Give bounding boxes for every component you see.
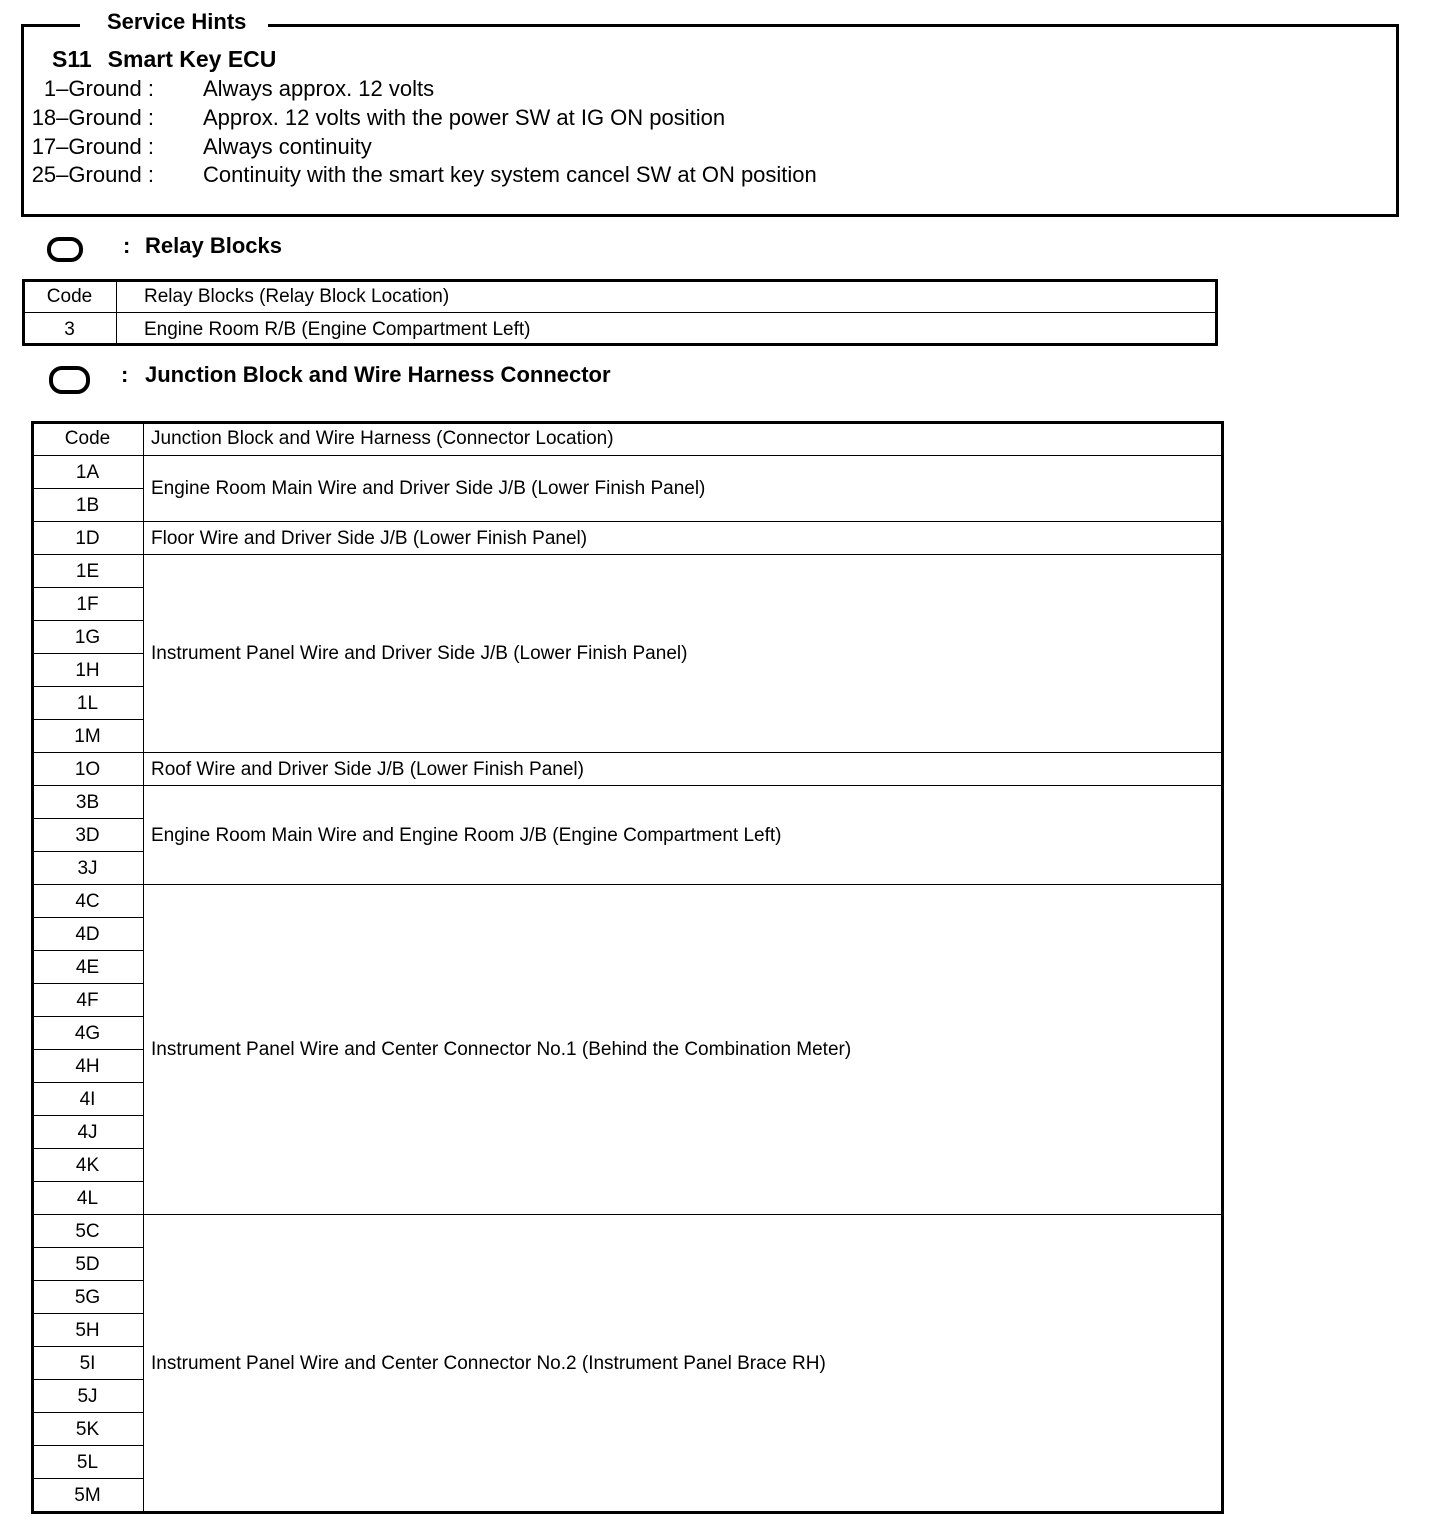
table-header-row [23, 280, 1218, 313]
connector-code: 1M [32, 720, 144, 753]
connector-location: Instrument Panel Wire and Center Connector No.1 (Behind the Combination Meter) [144, 885, 1224, 1215]
ecu-heading [52, 45, 276, 73]
hint-line [0, 104, 1400, 132]
connector-code: 4C [32, 885, 144, 918]
connector-code: 5D [32, 1248, 144, 1281]
service-hints-title: Service Hints [80, 9, 268, 35]
table-row [32, 753, 1224, 786]
ecu-code: S11 [52, 46, 92, 72]
header-location: Relay Blocks (Relay Block Location) [117, 280, 1218, 313]
table-row [32, 522, 1224, 555]
connector-code: 4F [32, 984, 144, 1017]
header-location: Junction Block and Wire Harness (Connector Location) [144, 422, 1224, 456]
relay-blocks-heading [47, 233, 447, 273]
table-row [32, 786, 1224, 819]
table-row [32, 456, 1224, 489]
hint-pin: 17–Ground : [31, 134, 154, 159]
connector-code: 5I [32, 1347, 144, 1380]
connector-code: 3B [32, 786, 144, 819]
heading-colon: : [123, 233, 131, 258]
connector-code: 5C [32, 1215, 144, 1248]
connector-code: 4G [32, 1017, 144, 1050]
hint-description: Approx. 12 volts with the power SW at IG ON position [203, 105, 726, 130]
connector-code: 4E [32, 951, 144, 984]
table-header-row [32, 422, 1224, 456]
connector-code: 1F [32, 588, 144, 621]
hint-description: Always approx. 12 volts [203, 76, 435, 101]
heading-colon: : [121, 362, 129, 387]
connector-code: 4L [32, 1182, 144, 1215]
connector-code: 4I [32, 1083, 144, 1116]
connector-code: 5J [32, 1380, 144, 1413]
junction-block-table [31, 421, 1224, 1512]
header-code: Code [32, 422, 144, 456]
connector-code: 1H [32, 654, 144, 687]
relay-block-legend-icon [47, 237, 83, 262]
connector-code: 1O [32, 753, 144, 786]
junction-block-title: Junction Block and Wire Harness Connector [145, 362, 611, 387]
connector-location: Engine Room Main Wire and Engine Room J/B (Engine Compartment Left) [144, 786, 1224, 885]
connector-code: 4H [32, 1050, 144, 1083]
connector-code: 1L [32, 687, 144, 720]
connector-location: Instrument Panel Wire and Driver Side J/B (Lower Finish Panel) [144, 555, 1224, 753]
connector-code: 1G [32, 621, 144, 654]
connector-code: 1B [32, 489, 144, 522]
connector-code: 5G [32, 1281, 144, 1314]
hint-pin: 1–Ground : [43, 76, 154, 101]
hint-pin: 25–Ground : [31, 162, 154, 187]
connector-code: 3D [32, 819, 144, 852]
connector-location: Floor Wire and Driver Side J/B (Lower Finish Panel) [144, 522, 1224, 555]
connector-code: 5M [32, 1479, 144, 1512]
table-row [32, 885, 1224, 918]
hint-line [0, 75, 1400, 103]
connector-code: 1A [32, 456, 144, 489]
header-code: Code [23, 280, 117, 313]
relay-location: Engine Room R/B (Engine Compartment Left) [117, 313, 1218, 346]
connector-location: Roof Wire and Driver Side J/B (Lower Finish Panel) [144, 753, 1224, 786]
connector-code: 5L [32, 1446, 144, 1479]
hint-description: Always continuity [203, 134, 372, 159]
hint-description: Continuity with the smart key system cancel SW at ON position [203, 162, 817, 187]
relay-blocks-title: Relay Blocks [145, 233, 282, 258]
ecu-name: Smart Key ECU [107, 46, 277, 72]
connector-code: 3J [32, 852, 144, 885]
hint-line [0, 161, 1400, 189]
junction-block-heading [49, 362, 849, 402]
connector-code: 5K [32, 1413, 144, 1446]
connector-code: 4J [32, 1116, 144, 1149]
hint-line [0, 133, 1400, 161]
connector-code: 1D [32, 522, 144, 555]
connector-code: 5H [32, 1314, 144, 1347]
connector-location: Engine Room Main Wire and Driver Side J/B (Lower Finish Panel) [144, 456, 1224, 522]
junction-block-legend-icon [49, 366, 90, 394]
table-row [23, 313, 1218, 346]
table-row [32, 1215, 1224, 1248]
hint-pin: 18–Ground : [31, 105, 154, 130]
connector-code: 1E [32, 555, 144, 588]
table-row [32, 555, 1224, 588]
connector-code: 4K [32, 1149, 144, 1182]
relay-code: 3 [23, 313, 117, 346]
relay-blocks-table [22, 279, 1218, 346]
connector-code: 4D [32, 918, 144, 951]
connector-location: Instrument Panel Wire and Center Connector No.2 (Instrument Panel Brace RH) [144, 1215, 1224, 1512]
